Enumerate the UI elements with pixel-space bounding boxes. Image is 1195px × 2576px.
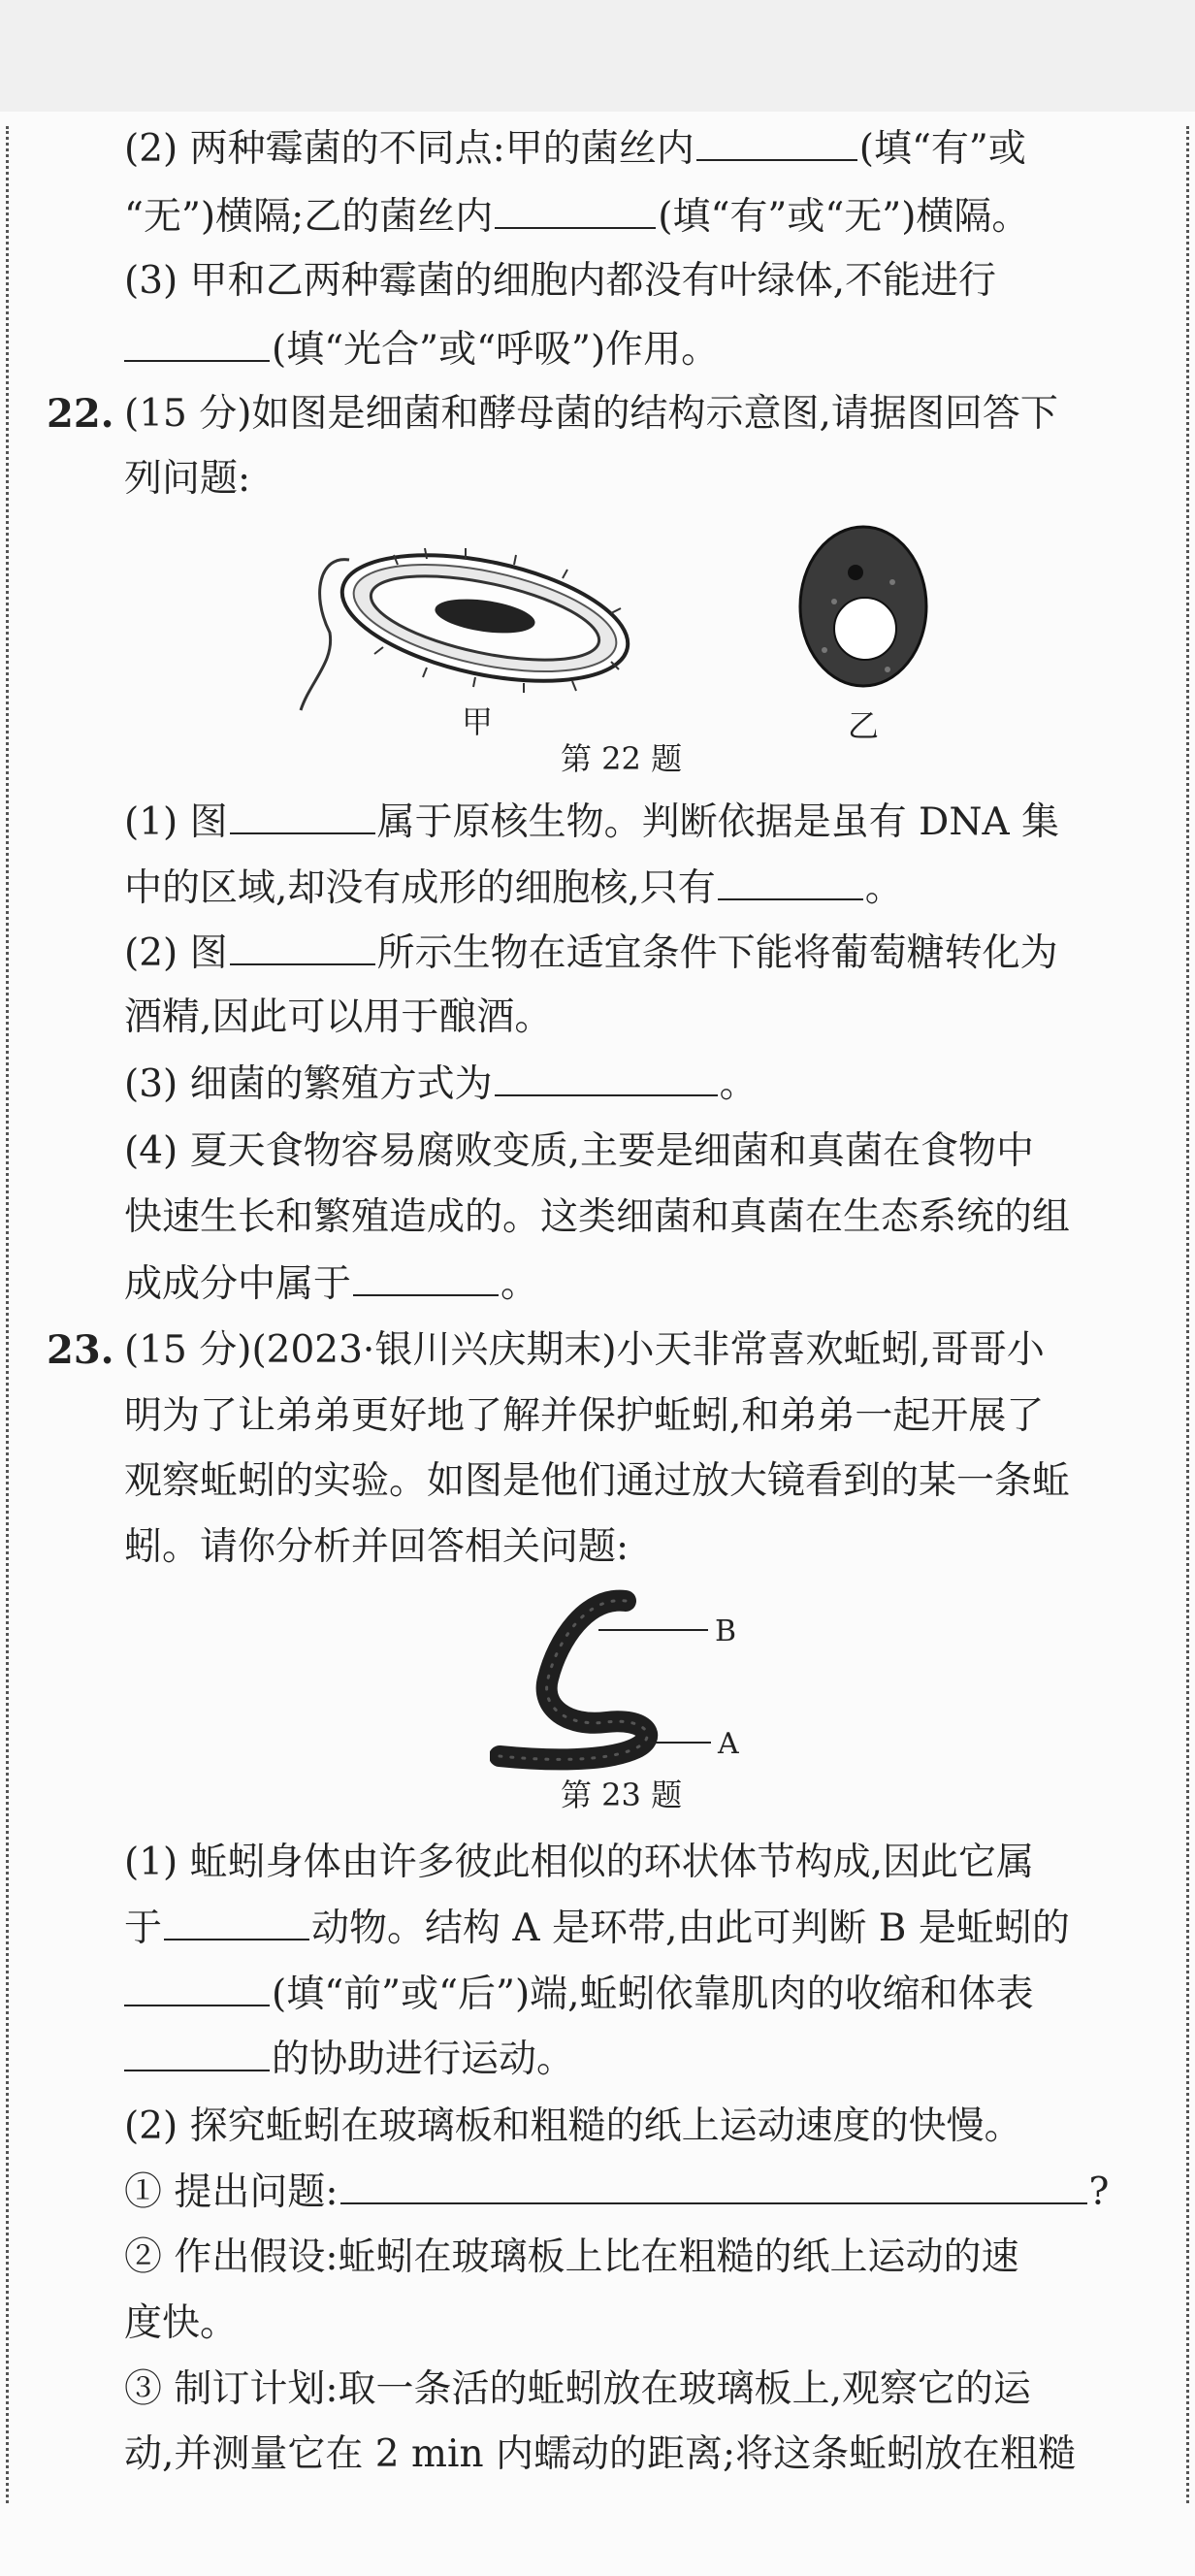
answer-blank[interactable] bbox=[124, 1968, 270, 2006]
q21-p2-line1 bbox=[124, 122, 1123, 176]
answer-blank[interactable] bbox=[495, 1058, 718, 1096]
q21-p3-line1: (3) 甲和乙两种霉菌的细胞内都没有叶绿体,不能进行 bbox=[124, 259, 997, 303]
text: “无”)横隔;乙的菌丝内 bbox=[124, 195, 494, 239]
text: (填“光合”或“呼吸”)作用。 bbox=[272, 328, 720, 372]
answer-blank[interactable] bbox=[230, 796, 375, 834]
text: ? bbox=[1088, 2170, 1110, 2214]
text: ① 提出问题: bbox=[124, 2170, 339, 2214]
q21-p3-line2 bbox=[124, 323, 1123, 376]
text: 的协助进行运动。 bbox=[272, 2038, 575, 2081]
q22-p2-line1 bbox=[124, 927, 1123, 980]
q23-number: 23. bbox=[47, 1327, 114, 1373]
text: (1) 图 bbox=[124, 800, 228, 844]
fig22-caption: 第 22 题 bbox=[561, 740, 683, 777]
q23-p1-line2 bbox=[124, 1902, 1123, 1955]
answer-blank[interactable] bbox=[718, 862, 863, 900]
answer-blank[interactable] bbox=[495, 190, 656, 229]
q22-p1-line1 bbox=[124, 796, 1123, 849]
q22-stem-line2: 列问题: bbox=[124, 457, 251, 501]
top-margin bbox=[0, 0, 1195, 112]
fig22-label-a: 甲 bbox=[462, 703, 494, 740]
fig22-label-b: 乙 bbox=[848, 707, 880, 744]
yeast-figure bbox=[795, 524, 931, 699]
q23-stem-line3: 观察蚯蚓的实验。如图是他们通过放大镜看到的某一条蚯 bbox=[124, 1459, 1071, 1503]
answer-blank[interactable] bbox=[353, 1257, 499, 1296]
q22-p4-line1: (4) 夏天食物容易腐败变质,主要是细菌和真菌在食物中 bbox=[124, 1129, 1035, 1173]
q22-stem-line1: (15 分)如图是细菌和酵母菌的结构示意图,请据图回答下 bbox=[124, 392, 1058, 436]
text: 所示生物在适宜条件下能将葡萄糖转化为 bbox=[376, 931, 1058, 975]
answer-blank[interactable] bbox=[124, 323, 270, 362]
q22-number: 22. bbox=[47, 391, 114, 437]
answer-blank[interactable] bbox=[124, 2033, 270, 2071]
text: 成成分中属于 bbox=[124, 1262, 352, 1306]
text: (2) 图 bbox=[124, 931, 228, 975]
answer-blank[interactable] bbox=[230, 927, 375, 965]
text: 。 bbox=[719, 1062, 758, 1106]
q23-p1-line4 bbox=[124, 2033, 1123, 2086]
q23-p2-step1 bbox=[124, 2166, 1123, 2219]
text: 中的区域,却没有成形的细胞核,只有 bbox=[124, 866, 716, 910]
q23-stem-line2: 明为了让弟弟更好地了解并保护蚯蚓,和弟弟一起开展了 bbox=[124, 1394, 1045, 1438]
text: (填“前”或“后”)端,蚯蚓依靠肌肉的收缩和体表 bbox=[272, 1973, 1034, 2016]
text: (填“有”或 bbox=[858, 127, 1026, 171]
q23-p2-step2-line2: 度快。 bbox=[124, 2301, 239, 2345]
answer-blank[interactable] bbox=[340, 2166, 1087, 2204]
text: (3) 细菌的繁殖方式为 bbox=[124, 1062, 493, 1106]
bacterium-figure bbox=[291, 516, 650, 720]
q23-stem-line4: 蚓。请你分析并回答相关问题: bbox=[124, 1525, 630, 1569]
answer-blank[interactable] bbox=[696, 122, 857, 161]
text: 动物。结构 A 是环带,由此可判断 B 是蚯蚓的 bbox=[311, 1907, 1070, 1950]
q23-p1-line1: (1) 蚯蚓身体由许多彼此相似的环状体节构成,因此它属 bbox=[124, 1841, 1035, 1884]
q23-stem-line1: (15 分)(2023·银川兴庆期末)小天非常喜欢蚯蚓,哥哥小 bbox=[124, 1328, 1045, 1372]
q23-p2-step3-line2: 动,并测量它在 2 min 内蠕动的距离;将这条蚯蚓放在粗糙 bbox=[124, 2432, 1077, 2476]
fig23-label-a: A bbox=[718, 1727, 739, 1761]
text: 于 bbox=[124, 1907, 163, 1950]
text: (2) 两种霉菌的不同点:甲的菌丝内 bbox=[124, 127, 694, 171]
q23-p2-step2-line1: ② 作出假设:蚯蚓在玻璃板上比在粗糙的纸上运动的速 bbox=[124, 2235, 1019, 2279]
fig23-caption: 第 23 题 bbox=[561, 1777, 683, 1813]
q22-p2-line2: 酒精,因此可以用于酿酒。 bbox=[124, 995, 553, 1039]
q23-p2-line1: (2) 探究蚯蚓在玻璃板和粗糙的纸上运动速度的快慢。 bbox=[124, 2104, 1022, 2148]
earthworm-figure bbox=[490, 1581, 742, 1776]
text: 。 bbox=[501, 1262, 539, 1306]
right-dotted-border bbox=[1186, 126, 1189, 2503]
q23-p2-step3-line1: ③ 制订计划:取一条活的蚯蚓放在玻璃板上,观察它的运 bbox=[124, 2367, 1031, 2411]
left-dotted-border bbox=[6, 126, 9, 2503]
text: 属于原核生物。判断依据是虽有 DNA 集 bbox=[376, 800, 1060, 844]
q22-p3-line1 bbox=[124, 1058, 1123, 1111]
q23-p1-line3 bbox=[124, 1968, 1123, 2021]
q21-p2-line2 bbox=[124, 190, 1123, 244]
q22-p4-line3 bbox=[124, 1257, 1123, 1311]
q22-p1-line2 bbox=[124, 862, 1123, 915]
text: (填“有”或“无”)横隔。 bbox=[658, 195, 1030, 239]
text: 。 bbox=[864, 866, 903, 910]
fig23-label-b: B bbox=[715, 1614, 737, 1648]
q22-p4-line2: 快速生长和繁殖造成的。这类细菌和真菌在生态系统的组 bbox=[124, 1195, 1071, 1239]
answer-blank[interactable] bbox=[164, 1902, 309, 1940]
